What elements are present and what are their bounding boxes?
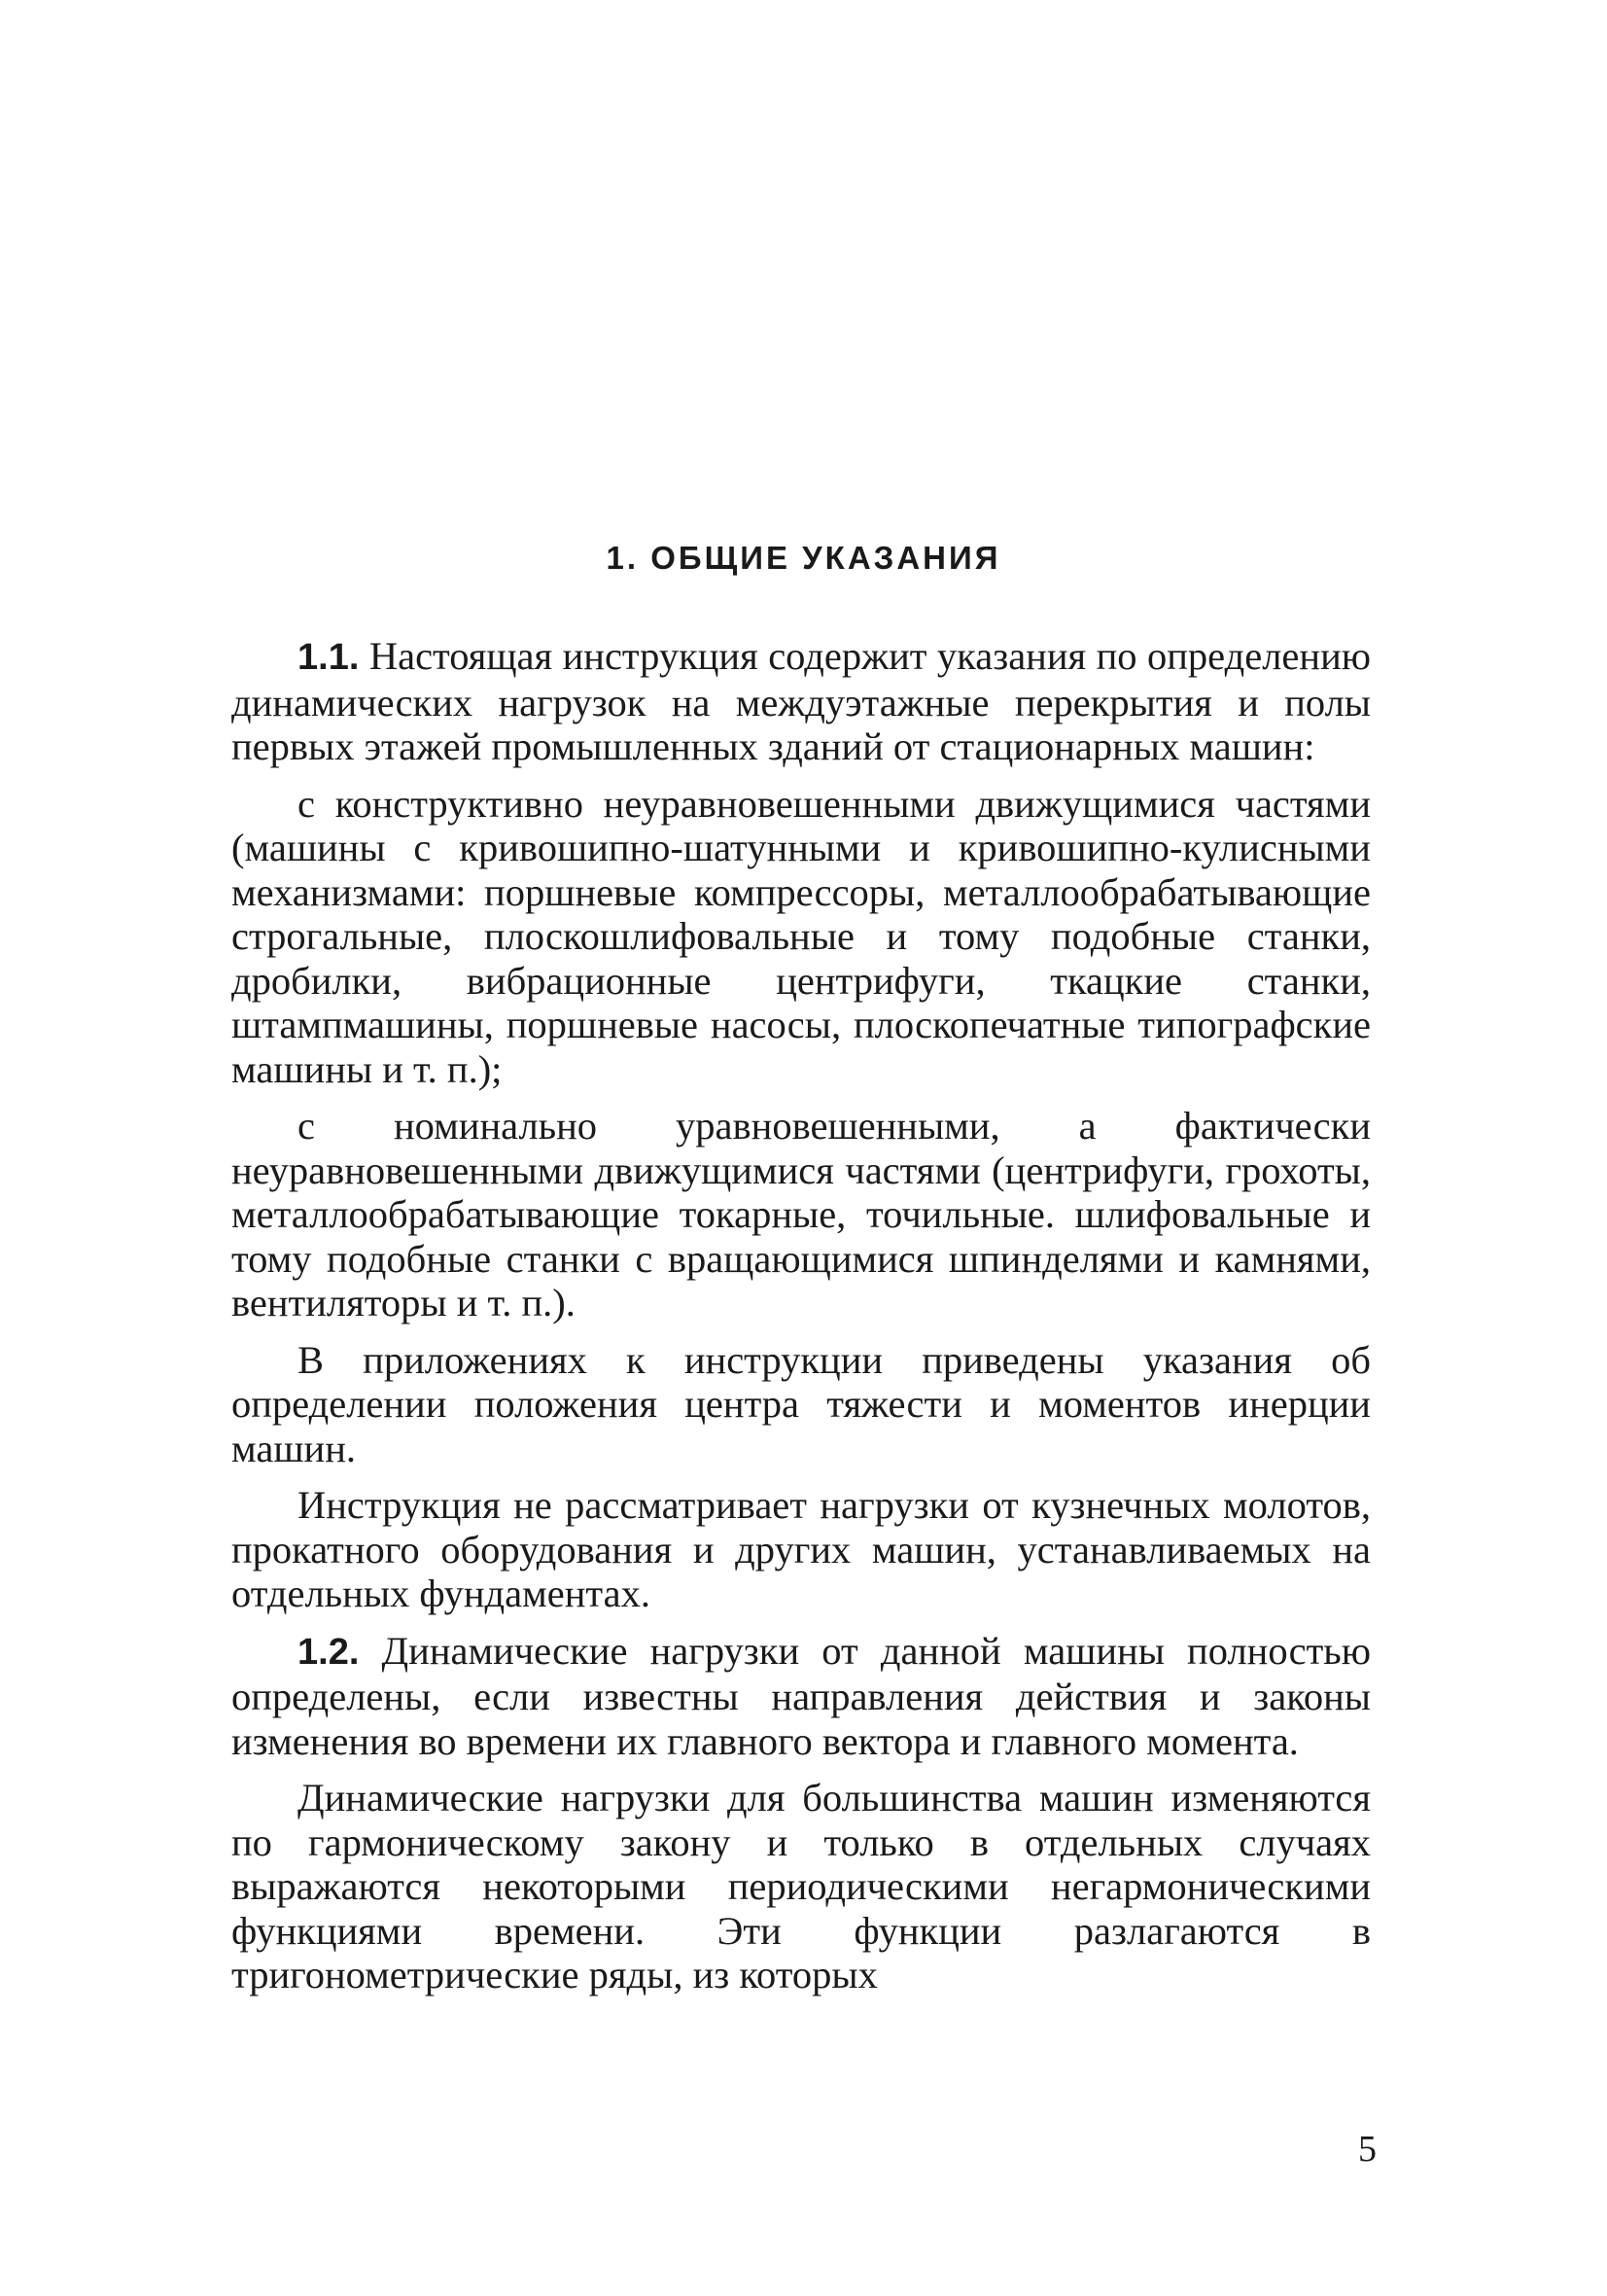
paragraph-exclusions [231, 1483, 1371, 1616]
paragraph-1-2 [231, 1629, 1371, 1764]
paragraph-harmonic-law [231, 1776, 1371, 1997]
paragraph-text: В приложениях к инструкции приведены указания об определении положения центра тяжести и моментов инерции машин. [231, 1337, 1371, 1470]
paragraph-text: Настоящая инструкция содержит указания по определению динамических нагрузок на междуэтажные перекрытия и полы первых этажей промышленных зданий от стационарных машин: [231, 634, 1371, 768]
paragraph-text: Динамические нагрузки от данной машины полностью определены, если известны направления действия и законы изменения во времени их главного вектора и главного момента. [231, 1628, 1371, 1763]
body-text [231, 634, 1371, 2010]
paragraph-text: с конструктивно неуравновешенными движущимися частями (машины с кривошипно-шатунными и кривошипно-кулисными механизмами: поршневые компрессоры, металлообрабатывающие строгальные, плоскошлифовальные и тому подобные станки, дробилки, вибрационные центрифуги, ткацкие станки, штампмашины, поршневые насосы, плоскопечатные типографские машины и т. п.); [231, 781, 1371, 1091]
section-heading: 1. ОБЩИЕ УКАЗАНИЯ [606, 540, 1001, 576]
paragraph-unbalanced-parts [231, 782, 1371, 1092]
paragraph-1-1 [231, 634, 1371, 769]
paragraph-text: с номинально уравновешенными, а фактически неуравновешенными движущимися частями (центрифуги, грохоты, металлообрабатывающие токарные, точильные. шлифовальные и тому подобные станки с вращающимися шпинделями и камнями, вентиляторы и т. п.). [231, 1104, 1371, 1325]
paragraph-text: Инструкция не рассматривает нагрузки от кузнечных молотов, прокатного оборудования и других машин, устанавливаемых на отдельных фундаментах. [231, 1483, 1371, 1615]
page-number: 5 [1358, 2129, 1377, 2170]
paragraph-nominally-balanced [231, 1104, 1371, 1325]
clause-number: 1.2. [297, 1631, 360, 1673]
paragraph-text: Динамические нагрузки для большинства машин изменяются по гармоническому закону и только в отдельных случаях выражаются некоторыми периодическими негармоническими функциями времени. Эти функции разлагаются в тригонометрические ряды, из которых [231, 1776, 1371, 1996]
paragraph-appendices [231, 1338, 1371, 1471]
clause-number: 1.1. [297, 637, 360, 678]
